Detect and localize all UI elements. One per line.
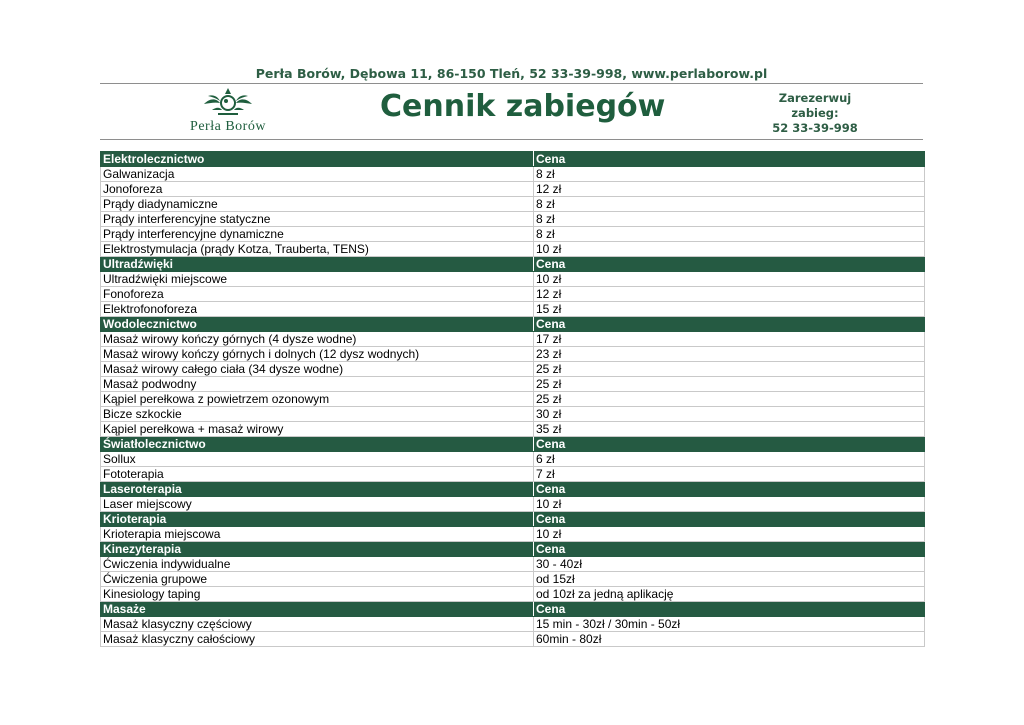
reservation-phone: 52 33-39-998 (772, 121, 858, 135)
reservation-box (760, 91, 870, 136)
treatment-name: Laser miejscowy (101, 497, 534, 512)
section-header-row (101, 257, 925, 272)
section-title: Masaże (101, 602, 534, 617)
price-table-body (101, 152, 925, 647)
table-row (101, 362, 925, 377)
treatment-price: 7 zł (534, 467, 925, 482)
treatment-name: Sollux (101, 452, 534, 467)
table-row (101, 347, 925, 362)
section-title: Kinezyterapia (101, 542, 534, 557)
treatment-price: 8 zł (534, 197, 925, 212)
treatment-name: Kąpiel perełkowa + masaż wirowy (101, 422, 534, 437)
price-table (100, 151, 925, 647)
table-row (101, 167, 925, 182)
treatment-price: 30 - 40zł (534, 557, 925, 572)
treatment-name: Elektrofonoforeza (101, 302, 534, 317)
table-row (101, 182, 925, 197)
treatment-name: Fonoforeza (101, 287, 534, 302)
table-row (101, 452, 925, 467)
page-title: Cennik zabiegów (380, 89, 666, 124)
treatment-name: Bicze szkockie (101, 407, 534, 422)
treatment-price: 15 min - 30zł / 30min - 50zł (534, 617, 925, 632)
section-title: Ultradźwięki (101, 257, 534, 272)
table-row (101, 587, 925, 602)
treatment-price: 35 zł (534, 422, 925, 437)
table-row (101, 212, 925, 227)
treatment-name: Masaż klasyczny częściowy (101, 617, 534, 632)
treatment-name: Ultradźwięki miejscowe (101, 272, 534, 287)
treatment-name: Fototerapia (101, 467, 534, 482)
table-row (101, 407, 925, 422)
treatment-price: 17 zł (534, 332, 925, 347)
table-row (101, 302, 925, 317)
section-header-row (101, 152, 925, 167)
treatment-name: Krioterapia miejscowa (101, 527, 534, 542)
table-row (101, 227, 925, 242)
treatment-name: Masaż wirowy kończy górnych i dolnych (12 dysz wodnych) (101, 347, 534, 362)
treatment-price: 10 zł (534, 497, 925, 512)
table-row (101, 242, 925, 257)
table-row (101, 632, 925, 647)
treatment-price: 10 zł (534, 242, 925, 257)
section-title: Krioterapia (101, 512, 534, 527)
treatment-name: Elektrostymulacja (prądy Kotza, Trauberta, TENS) (101, 242, 534, 257)
treatment-name: Prądy interferencyjne statyczne (101, 212, 534, 227)
price-column-header: Cena (534, 257, 925, 272)
section-title: Laseroterapia (101, 482, 534, 497)
section-title: Światłolecznictwo (101, 437, 534, 452)
table-row (101, 392, 925, 407)
table-row (101, 497, 925, 512)
table-row (101, 467, 925, 482)
treatment-price: 60min - 80zł (534, 632, 925, 647)
treatment-price: 23 zł (534, 347, 925, 362)
section-header-row (101, 602, 925, 617)
treatment-price: od 15zł (534, 572, 925, 587)
section-title: Elektrolecznictwo (101, 152, 534, 167)
header-top-divider (100, 83, 923, 84)
contact-line: Perła Borów, Dębowa 11, 86-150 Tleń, 52 33-39-998, www.perlaborow.pl (255, 66, 768, 81)
section-header-row (101, 482, 925, 497)
treatment-price: 25 zł (534, 377, 925, 392)
treatment-price: 8 zł (534, 227, 925, 242)
treatment-price: 25 zł (534, 362, 925, 377)
header-bottom-divider (100, 139, 923, 140)
price-column-header: Cena (534, 317, 925, 332)
treatment-price: 8 zł (534, 167, 925, 182)
treatment-price: 30 zł (534, 407, 925, 422)
section-header-row (101, 542, 925, 557)
price-column-header: Cena (534, 482, 925, 497)
treatment-name: Prądy interferencyjne dynamiczne (101, 227, 534, 242)
reservation-label: Zarezerwuj (778, 91, 852, 105)
section-header-row (101, 437, 925, 452)
table-row (101, 377, 925, 392)
reservation-label-2: zabieg: (791, 106, 839, 120)
section-header-row (101, 317, 925, 332)
table-row (101, 572, 925, 587)
logo (172, 86, 284, 138)
table-row (101, 557, 925, 572)
section-header-row (101, 512, 925, 527)
treatment-name: Prądy diadynamiczne (101, 197, 534, 212)
price-column-header: Cena (534, 512, 925, 527)
price-column-header: Cena (534, 152, 925, 167)
treatment-price: 8 zł (534, 212, 925, 227)
treatment-name: Galwanizacja (101, 167, 534, 182)
treatment-price: 10 zł (534, 272, 925, 287)
table-row (101, 332, 925, 347)
table-row (101, 287, 925, 302)
treatment-name: Masaż podwodny (101, 377, 534, 392)
treatment-name: Jonoforeza (101, 182, 534, 197)
treatment-name: Masaż wirowy kończy górnych (4 dysze wodne) (101, 332, 534, 347)
treatment-price: 6 zł (534, 452, 925, 467)
table-row (101, 272, 925, 287)
treatment-price: 12 zł (534, 182, 925, 197)
treatment-name: Ćwiczenia indywidualne (101, 557, 534, 572)
price-column-header: Cena (534, 437, 925, 452)
treatment-name: Masaż klasyczny całościowy (101, 632, 534, 647)
table-row (101, 527, 925, 542)
treatment-price: 10 zł (534, 527, 925, 542)
pearl-crown-icon (200, 86, 256, 120)
table-row (101, 422, 925, 437)
table-row (101, 617, 925, 632)
section-title: Wodolecznictwo (101, 317, 534, 332)
treatment-name: Ćwiczenia grupowe (101, 572, 534, 587)
treatment-price: 12 zł (534, 287, 925, 302)
treatment-name: Kinesiology taping (101, 587, 534, 602)
logo-text: Perła Borów (190, 119, 266, 134)
price-column-header: Cena (534, 602, 925, 617)
treatment-price: od 10zł za jedną aplikację (534, 587, 925, 602)
treatment-name: Kąpiel perełkowa z powietrzem ozonowym (101, 392, 534, 407)
treatment-price: 25 zł (534, 392, 925, 407)
price-column-header: Cena (534, 542, 925, 557)
table-row (101, 197, 925, 212)
treatment-price: 15 zł (534, 302, 925, 317)
treatment-name: Masaż wirowy całego ciała (34 dysze wodne) (101, 362, 534, 377)
